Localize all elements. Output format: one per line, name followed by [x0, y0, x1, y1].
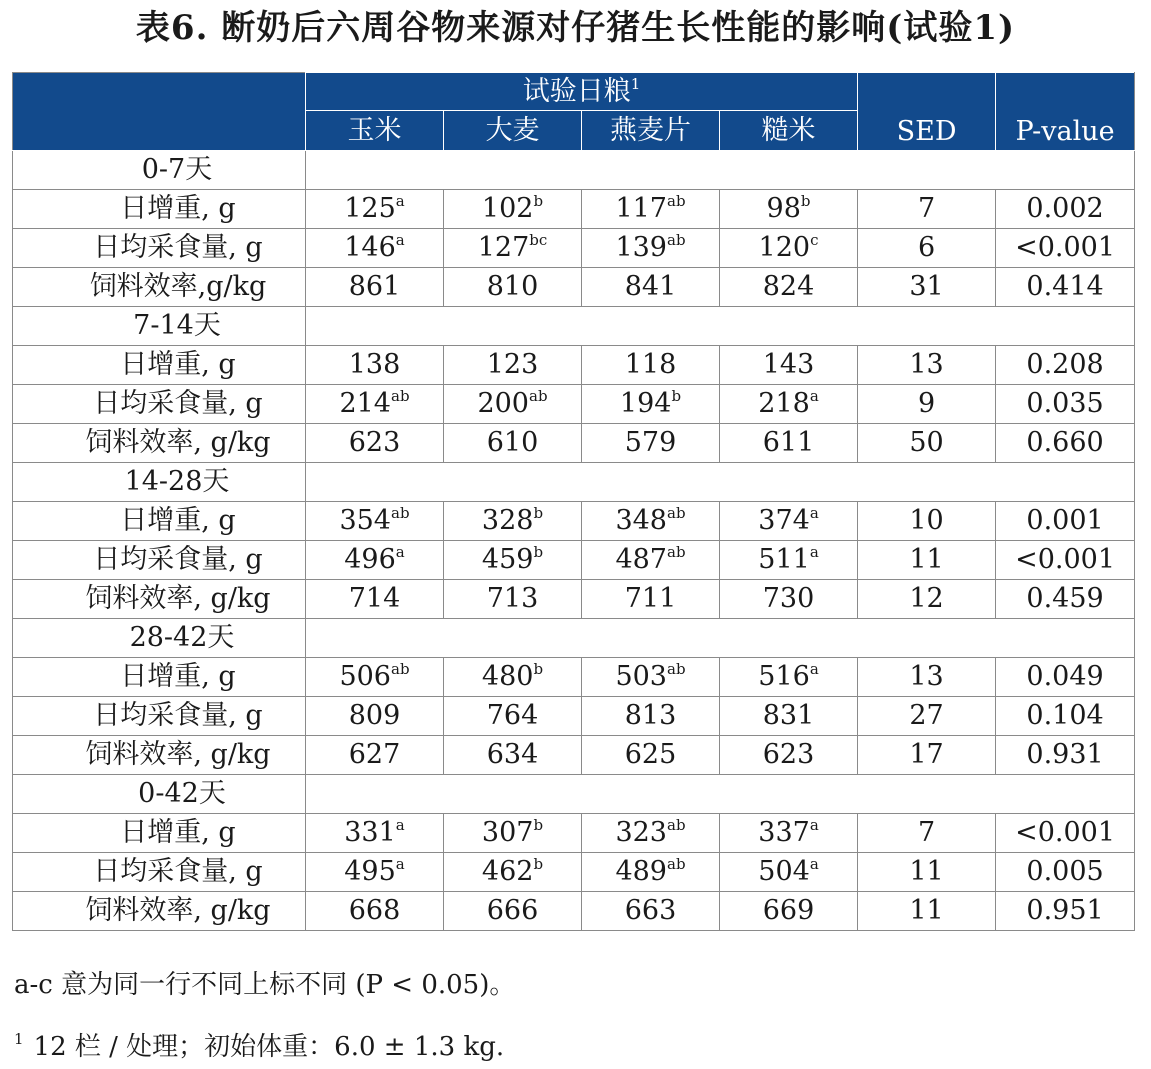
sed-cell: 10 — [858, 502, 996, 541]
cell-value: 123 — [486, 349, 539, 380]
cell-value: 323 — [615, 817, 667, 848]
diet-value-cell — [720, 190, 858, 229]
significance-superscript: a — [809, 543, 819, 561]
period-row — [13, 151, 1135, 190]
diet-value-cell — [582, 268, 720, 307]
sed-cell: 27 — [858, 697, 996, 736]
metric-label: 日均采食量, g — [13, 229, 306, 268]
diet-value-cell — [444, 502, 582, 541]
significance-superscript: ab — [529, 387, 548, 405]
significance-superscript: a — [809, 387, 819, 405]
cell-value: 663 — [624, 895, 677, 926]
significance-superscript: a — [809, 660, 819, 678]
metric-label: 饲料效率, g/kg — [13, 892, 306, 931]
cell-value: 489 — [615, 856, 667, 887]
cell-value: 462 — [481, 856, 534, 887]
table-row — [13, 658, 1135, 697]
sed-cell: 7 — [858, 190, 996, 229]
metric-label: 日增重, g — [13, 502, 306, 541]
diet-value-cell — [444, 190, 582, 229]
diet-value-cell — [444, 892, 582, 931]
diet-value-cell — [720, 541, 858, 580]
significance-superscript: ab — [667, 543, 686, 561]
diet-value-cell — [582, 502, 720, 541]
significance-superscript: ab — [391, 504, 410, 522]
diet-value-cell — [720, 580, 858, 619]
significance-superscript: a — [395, 543, 405, 561]
cell-value: 623 — [348, 427, 401, 458]
diet-value-cell — [306, 268, 444, 307]
diet-value-cell — [582, 580, 720, 619]
pvalue-cell: 0.005 — [996, 853, 1135, 892]
significance-superscript: ab — [667, 816, 686, 834]
diet-value-cell — [306, 736, 444, 775]
table-row — [13, 346, 1135, 385]
cell-value: 610 — [486, 427, 539, 458]
diet-value-cell — [444, 736, 582, 775]
footnote-design-text: 12 栏 / 处理；初始体重：6.0 ± 1.3 kg. — [33, 1032, 505, 1062]
significance-superscript: ab — [667, 504, 686, 522]
sed-cell: 13 — [858, 658, 996, 697]
diet-value-cell — [306, 346, 444, 385]
pvalue-cell: 0.459 — [996, 580, 1135, 619]
cell-value: 127 — [477, 232, 530, 263]
significance-superscript: a — [809, 504, 819, 522]
cell-value: 504 — [758, 856, 810, 887]
diet-value-cell — [306, 697, 444, 736]
diet-value-cell — [720, 502, 858, 541]
diet-value-cell — [582, 541, 720, 580]
period-row-fill — [306, 775, 1135, 814]
cell-value: 331 — [344, 817, 396, 848]
table-row — [13, 502, 1135, 541]
sed-cell: 9 — [858, 385, 996, 424]
diet-value-cell — [306, 541, 444, 580]
sed-cell: 11 — [858, 853, 996, 892]
metric-label: 日增重, g — [13, 658, 306, 697]
significance-superscript: b — [533, 543, 544, 561]
sed-cell: 11 — [858, 541, 996, 580]
sed-header — [858, 73, 996, 151]
diet-group-label: 试验日粮 — [522, 76, 631, 107]
table-row — [13, 697, 1135, 736]
cell-value: 348 — [615, 505, 667, 536]
cell-value: 627 — [348, 739, 401, 770]
table-row — [13, 541, 1135, 580]
period-row — [13, 775, 1135, 814]
diet-value-cell — [720, 814, 858, 853]
diet-group-header — [306, 73, 858, 111]
diet-value-cell — [306, 424, 444, 463]
table-row — [13, 229, 1135, 268]
metric-label: 饲料效率,g/kg — [13, 268, 306, 307]
metric-label: 饲料效率, g/kg — [13, 424, 306, 463]
diet-value-cell — [306, 814, 444, 853]
significance-superscript: a — [809, 816, 819, 834]
cell-value: 200 — [477, 388, 529, 419]
diet-value-cell — [582, 190, 720, 229]
cell-value: 714 — [348, 583, 401, 614]
diet-column-header: 糙米 — [720, 111, 858, 151]
cell-value: 809 — [348, 700, 401, 731]
diet-value-cell — [582, 697, 720, 736]
sed-cell: 50 — [858, 424, 996, 463]
diet-value-cell — [306, 502, 444, 541]
significance-superscript: b — [533, 816, 544, 834]
sed-cell: 31 — [858, 268, 996, 307]
cell-value: 307 — [481, 817, 534, 848]
diet-group-footnote-mark: 1 — [630, 75, 641, 93]
pvalue-cell: <0.001 — [996, 541, 1135, 580]
period-row — [13, 463, 1135, 502]
header-corner — [13, 73, 306, 151]
diet-value-cell — [306, 229, 444, 268]
sed-header-label: SED — [896, 116, 957, 147]
diet-column-header: 燕麦片 — [582, 111, 720, 151]
metric-label: 饲料效率, g/kg — [13, 736, 306, 775]
period-label: 28-42天 — [13, 619, 306, 658]
diet-value-cell — [444, 580, 582, 619]
sed-cell: 17 — [858, 736, 996, 775]
growth-performance-table — [12, 72, 1135, 931]
diet-value-cell — [720, 853, 858, 892]
cell-value: 337 — [758, 817, 810, 848]
diet-value-cell — [582, 853, 720, 892]
pvalue-cell: 0.951 — [996, 892, 1135, 931]
cell-value: 810 — [486, 271, 539, 302]
diet-value-cell — [444, 229, 582, 268]
table-row — [13, 814, 1135, 853]
cell-value: 503 — [615, 661, 667, 692]
significance-superscript: ab — [667, 231, 686, 249]
diet-value-cell — [444, 268, 582, 307]
cell-value: 139 — [615, 232, 667, 263]
diet-value-cell — [306, 853, 444, 892]
diet-value-cell — [306, 385, 444, 424]
metric-label: 日增重, g — [13, 346, 306, 385]
period-row-fill — [306, 151, 1135, 190]
cell-value: 98 — [766, 193, 801, 224]
cell-value: 214 — [339, 388, 391, 419]
cell-value: 511 — [758, 544, 810, 575]
cell-value: 354 — [339, 505, 391, 536]
sed-cell: 12 — [858, 580, 996, 619]
period-row-fill — [306, 307, 1135, 346]
metric-label: 日增重, g — [13, 190, 306, 229]
cell-value: 841 — [624, 271, 677, 302]
diet-value-cell — [720, 268, 858, 307]
metric-label: 日均采食量, g — [13, 697, 306, 736]
significance-superscript: b — [533, 855, 544, 873]
diet-column-header: 玉米 — [306, 111, 444, 151]
diet-value-cell — [444, 385, 582, 424]
table-row — [13, 385, 1135, 424]
cell-value: 634 — [486, 739, 539, 770]
cell-value: 194 — [619, 388, 672, 419]
period-label: 0-7天 — [13, 151, 306, 190]
cell-value: 138 — [348, 349, 401, 380]
cell-value: 666 — [486, 895, 539, 926]
cell-value: 118 — [624, 349, 677, 380]
cell-value: 730 — [762, 583, 815, 614]
significance-superscript: a — [395, 231, 405, 249]
pvalue-header-label: P-value — [1015, 116, 1115, 147]
cell-value: 813 — [624, 700, 677, 731]
period-label: 0-42天 — [13, 775, 306, 814]
significance-superscript: ab — [667, 660, 686, 678]
diet-value-cell — [582, 424, 720, 463]
significance-superscript: b — [671, 387, 682, 405]
footnote-mark: 1 — [14, 1030, 24, 1048]
metric-label: 日增重, g — [13, 814, 306, 853]
diet-value-cell — [582, 814, 720, 853]
cell-value: 516 — [758, 661, 810, 692]
diet-value-cell — [582, 346, 720, 385]
cell-value: 496 — [344, 544, 396, 575]
pvalue-cell: 0.049 — [996, 658, 1135, 697]
metric-label: 日均采食量, g — [13, 541, 306, 580]
cell-value: 459 — [481, 544, 534, 575]
diet-column-header: 大麦 — [444, 111, 582, 151]
pvalue-header — [996, 73, 1135, 151]
diet-value-cell — [306, 658, 444, 697]
significance-superscript: b — [533, 504, 544, 522]
cell-value: 125 — [344, 193, 396, 224]
diet-value-cell — [720, 346, 858, 385]
cell-value: 623 — [762, 739, 815, 770]
table-body — [13, 151, 1135, 931]
period-row-fill — [306, 463, 1135, 502]
diet-value-cell — [444, 424, 582, 463]
cell-value: 120 — [758, 232, 811, 263]
diet-value-cell — [444, 814, 582, 853]
diet-value-cell — [306, 892, 444, 931]
table-row — [13, 853, 1135, 892]
diet-value-cell — [444, 853, 582, 892]
diet-value-cell — [720, 658, 858, 697]
pvalue-cell: 0.002 — [996, 190, 1135, 229]
diet-value-cell — [582, 229, 720, 268]
diet-value-cell — [444, 697, 582, 736]
metric-label: 饲料效率, g/kg — [13, 580, 306, 619]
cell-value: 669 — [762, 895, 815, 926]
sed-cell: 11 — [858, 892, 996, 931]
significance-superscript: ab — [391, 660, 410, 678]
cell-value: 117 — [615, 193, 667, 224]
pvalue-cell: <0.001 — [996, 814, 1135, 853]
significance-superscript: b — [533, 192, 544, 210]
diet-value-cell — [444, 346, 582, 385]
cell-value: 146 — [344, 232, 396, 263]
pvalue-cell: 0.414 — [996, 268, 1135, 307]
significance-superscript: a — [395, 816, 405, 834]
table-row — [13, 580, 1135, 619]
table-row — [13, 736, 1135, 775]
significance-superscript: b — [533, 660, 544, 678]
cell-value: 495 — [344, 856, 396, 887]
metric-label: 日均采食量, g — [13, 385, 306, 424]
table-row — [13, 892, 1135, 931]
diet-value-cell — [582, 658, 720, 697]
period-label: 7-14天 — [13, 307, 306, 346]
cell-value: 218 — [758, 388, 810, 419]
significance-superscript: a — [395, 192, 405, 210]
table-row — [13, 424, 1135, 463]
pvalue-cell: <0.001 — [996, 229, 1135, 268]
diet-value-cell — [582, 736, 720, 775]
cell-value: 764 — [486, 700, 539, 731]
diet-value-cell — [720, 697, 858, 736]
pvalue-cell: 0.035 — [996, 385, 1135, 424]
period-label: 14-28天 — [13, 463, 306, 502]
cell-value: 668 — [348, 895, 401, 926]
significance-superscript: ab — [391, 387, 410, 405]
cell-value: 143 — [762, 349, 815, 380]
cell-value: 102 — [481, 193, 534, 224]
diet-value-cell — [720, 736, 858, 775]
cell-value: 711 — [624, 583, 677, 614]
sed-cell: 13 — [858, 346, 996, 385]
cell-value: 480 — [481, 661, 534, 692]
cell-value: 328 — [481, 505, 534, 536]
diet-value-cell — [444, 658, 582, 697]
significance-superscript: c — [810, 231, 819, 249]
pvalue-cell: 0.208 — [996, 346, 1135, 385]
significance-superscript: a — [395, 855, 405, 873]
pvalue-cell: 0.931 — [996, 736, 1135, 775]
period-row — [13, 307, 1135, 346]
period-row-fill — [306, 619, 1135, 658]
cell-value: 611 — [762, 427, 815, 458]
cell-value: 625 — [624, 739, 677, 770]
diet-value-cell — [720, 892, 858, 931]
significance-superscript: b — [800, 192, 811, 210]
table-row — [13, 268, 1135, 307]
diet-value-cell — [720, 385, 858, 424]
diet-value-cell — [582, 892, 720, 931]
pvalue-cell: 0.104 — [996, 697, 1135, 736]
cell-value: 374 — [758, 505, 810, 536]
cell-value: 831 — [762, 700, 815, 731]
cell-value: 506 — [339, 661, 391, 692]
metric-label: 日均采食量, g — [13, 853, 306, 892]
table-row — [13, 190, 1135, 229]
cell-value: 861 — [348, 271, 401, 302]
sed-cell: 7 — [858, 814, 996, 853]
significance-superscript: ab — [667, 192, 686, 210]
footnote-design — [14, 1030, 504, 1064]
cell-value: 713 — [486, 583, 539, 614]
cell-value: 487 — [615, 544, 667, 575]
diet-value-cell — [306, 580, 444, 619]
pvalue-cell: 0.001 — [996, 502, 1135, 541]
diet-value-cell — [582, 385, 720, 424]
diet-value-cell — [444, 541, 582, 580]
footnote-significance: a-c 意为同一行不同上标不同 (P < 0.05)。 — [14, 970, 516, 1000]
cell-value: 579 — [624, 427, 677, 458]
diet-value-cell — [720, 229, 858, 268]
period-row — [13, 619, 1135, 658]
significance-superscript: bc — [529, 231, 548, 249]
table-title: 表6. 断奶后六周谷物来源对仔猪生长性能的影响(试验1) — [135, 8, 1016, 48]
pvalue-cell: 0.660 — [996, 424, 1135, 463]
diet-value-cell — [306, 190, 444, 229]
sed-cell: 6 — [858, 229, 996, 268]
diet-value-cell — [720, 424, 858, 463]
significance-superscript: ab — [667, 855, 686, 873]
cell-value: 824 — [762, 271, 815, 302]
significance-superscript: a — [809, 855, 819, 873]
